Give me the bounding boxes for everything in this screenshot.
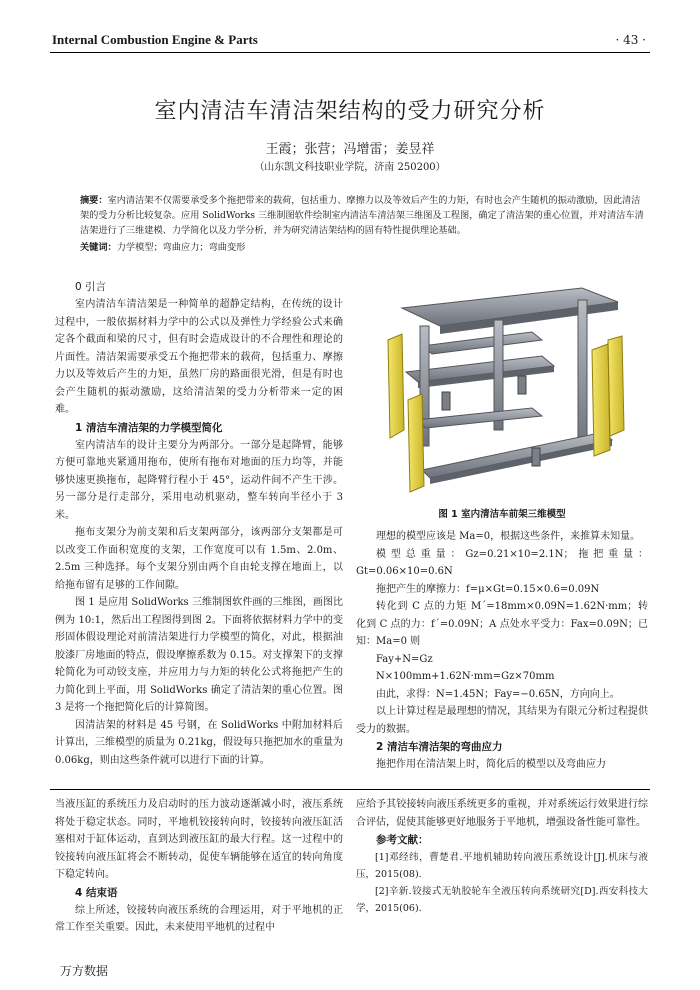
paragraph: 拖把产生的摩擦力：f=μ×Gt=0.15×0.6=0.09N bbox=[376, 583, 600, 595]
keywords bbox=[80, 239, 645, 253]
paragraph: 转化到 C 点的力矩 M´=18mm×0.09N=1.62N·mm；转化到 C 点的力：f´=0.09N；A 点处水平受力：Fax=0.09N；已知：Ma=0 则 bbox=[356, 601, 648, 647]
paragraph: 当液压缸的系统压力及启动时的压力波动逐渐减小时，液压系统将处于稳定状态。同时，平地机铰接转向时，铰接转向液压缸活塞相对于缸体运动，直到达到液压缸的最大行程。这一过程中的铰接转向液压缸将会不断转动，促使车辆能够在适宜的转向角度下稳定转向。 bbox=[55, 799, 343, 880]
paragraph: 模型总重量：Gz=0.21×10=2.1N；拖把重量：Gt=0.06×10=0.6N bbox=[356, 548, 648, 577]
paragraph: 图 1 是应用 SolidWorks 三维制图软件画的三维图，画图比例为 10:1，然后出工程图得到图 2。下面将依据材料力学中的变形固体假设理论对前清洁架进行力学模型的简化，对此，根据油胶漆厂房地面的特点，假设摩擦系数为 0.15。对支撑架下的支撑轮简化为可动铰支座，并应用力与力矩的转化公式将拖把产生的力简化到上平面，用 SolidWorks 确定了清洁架的重心位置。图 3 是将一个拖把简化后的计算简图。 bbox=[55, 597, 343, 713]
running-header bbox=[50, 30, 650, 53]
equation: N×100mm+1.62N·mm=Gz×70mm bbox=[376, 671, 555, 682]
paragraph: 室内清洁车清洁架是一种简单的超静定结构，在传统的设计过程中，一般依据材料力学中的公式以及弹性力学经验公式来确定各个截面和梁的尺寸，但有时会造成设计的不合理性和理论的片面性。清洁架需要承受五个拖把带来的载荷，包括重力、摩擦力以及等效后产生的力矩，虽然厂房的路面很光滑，但是有时也会产生随机的振动激励，这给清洁架的受力分析带来一定的困难。 bbox=[55, 299, 343, 415]
references-title: 参考文献： bbox=[376, 834, 429, 846]
paragraph: 由此，求得：N=1.45N；Fay=−0.65N，方向向上。 bbox=[376, 688, 620, 700]
affiliation: （山东凯文科技职业学院，济南 250200） bbox=[254, 162, 446, 173]
paragraph: 室内清洁车的设计主要分为两部分。一部分是起降臂，能够方便可靠地夹紧通用拖布，使所有拖布对地面的压力均等，并能够快速更换拖布，起降臂行程小于 45°，运动件间不产生干涉。另一部分是行走部分，采用电动机驱动，整车转向半径小于 3 米。 bbox=[55, 439, 343, 521]
reference-item: [1]邓经纬，曹楚君.平地机辅助转向液压系统设计[J].机床与液压，2015(08). bbox=[356, 852, 648, 880]
authors: 王霞；张营；冯增雷；姜昱祥 bbox=[265, 142, 435, 157]
reference-item: [2]辛新.铰接式无轨胶轮车全液压转向系统研究[D].西安科技大学，2015(06). bbox=[356, 886, 648, 914]
section-heading-2: 2 清洁车清洁架的弯曲应力 bbox=[376, 741, 503, 753]
abstract-label: 摘要： bbox=[80, 195, 108, 206]
abstract bbox=[80, 193, 645, 238]
watermark-footer: 万方数据 bbox=[60, 964, 109, 978]
cleaning-rack-3d-model-image bbox=[382, 280, 628, 500]
journal-name: Internal Combustion Engine & Parts bbox=[52, 32, 258, 47]
paragraph: 理想的模型应该是 Ma=0，根据这些条件，来推算未知量。 bbox=[376, 531, 641, 542]
paper-title: 室内清洁车清洁架结构的受力研究分析 bbox=[154, 99, 546, 124]
section-heading-1: 1 清洁车清洁架的力学模型简化 bbox=[75, 421, 223, 434]
paragraph: 综上所述，铰接转向液压系统的合理运用，对于平地机的正常工作至关重要。因此，未来使用平地机的过程中 bbox=[55, 904, 343, 933]
abstract-text: 室内清洁架不仅需要承受多个拖把带来的载荷，包括重力、摩擦力以及等效后产生的力矩，有时也会产生随机的振动激励，因此清洁架的受力分析比较复杂。应用 SolidWorks 三维制图软件绘制室内清洁车清洁架三维图及工程图，确定了清洁架的重心位置，并对清洁车清洁架进行了三维建模、力学简化以及力学分析，并为研究清洁架结构的固有特性提供理论基础。 bbox=[80, 195, 644, 236]
paragraph: 应给予其铰接转向液压系统更多的重视，并对系统运行效果进行综合评估，促使其能够更好地服务于平地机，增强设备性能可靠性。 bbox=[356, 799, 648, 828]
equation: Fay+N=Gz bbox=[376, 653, 433, 665]
section-heading-conclusion: 4 结束语 bbox=[75, 886, 118, 899]
paragraph: 拖布支架分为前支架和后支架两部分，该两部分支架都是可以改变工作面积宽度的支架，工作宽度可以有 1.5m、2.0m、2.5m 三种选择。每个支架分别由两个自由轮支撑在地面上，以给拖布留有足够的工作间隙。 bbox=[55, 527, 343, 591]
section-heading-intro: 0 引言 bbox=[75, 281, 107, 293]
paragraph: 因清洁架的材料是 45 号钢，在 SolidWorks 中附加材料后计算出，三维模型的质量为 0.21kg，假设每只拖把加水的重量为 0.06kg，则由这些条件就可以进行下面的计算。 bbox=[55, 719, 343, 766]
right-column-top bbox=[356, 528, 648, 774]
left-column-bottom bbox=[55, 796, 343, 937]
paragraph: 拖把作用在清洁架上时，简化后的模型以及弯曲应力 bbox=[376, 759, 606, 770]
left-column-top bbox=[55, 278, 343, 769]
right-column-bottom bbox=[356, 796, 648, 917]
keywords-label: 关键词： bbox=[80, 242, 117, 253]
keywords-text: 力学模型；弯曲应力；弯曲变形 bbox=[116, 242, 246, 253]
figure-caption: 图 1 室内清洁车前架三维模型 bbox=[438, 509, 566, 520]
figure-3d-model bbox=[382, 280, 628, 500]
reference-list bbox=[356, 849, 648, 917]
column-divider-rule bbox=[50, 789, 650, 790]
paragraph: 以上计算过程是最理想的情况，其结果为有限元分析过程提供受力的数据。 bbox=[356, 706, 648, 735]
page-number: · 43 · bbox=[615, 33, 646, 47]
